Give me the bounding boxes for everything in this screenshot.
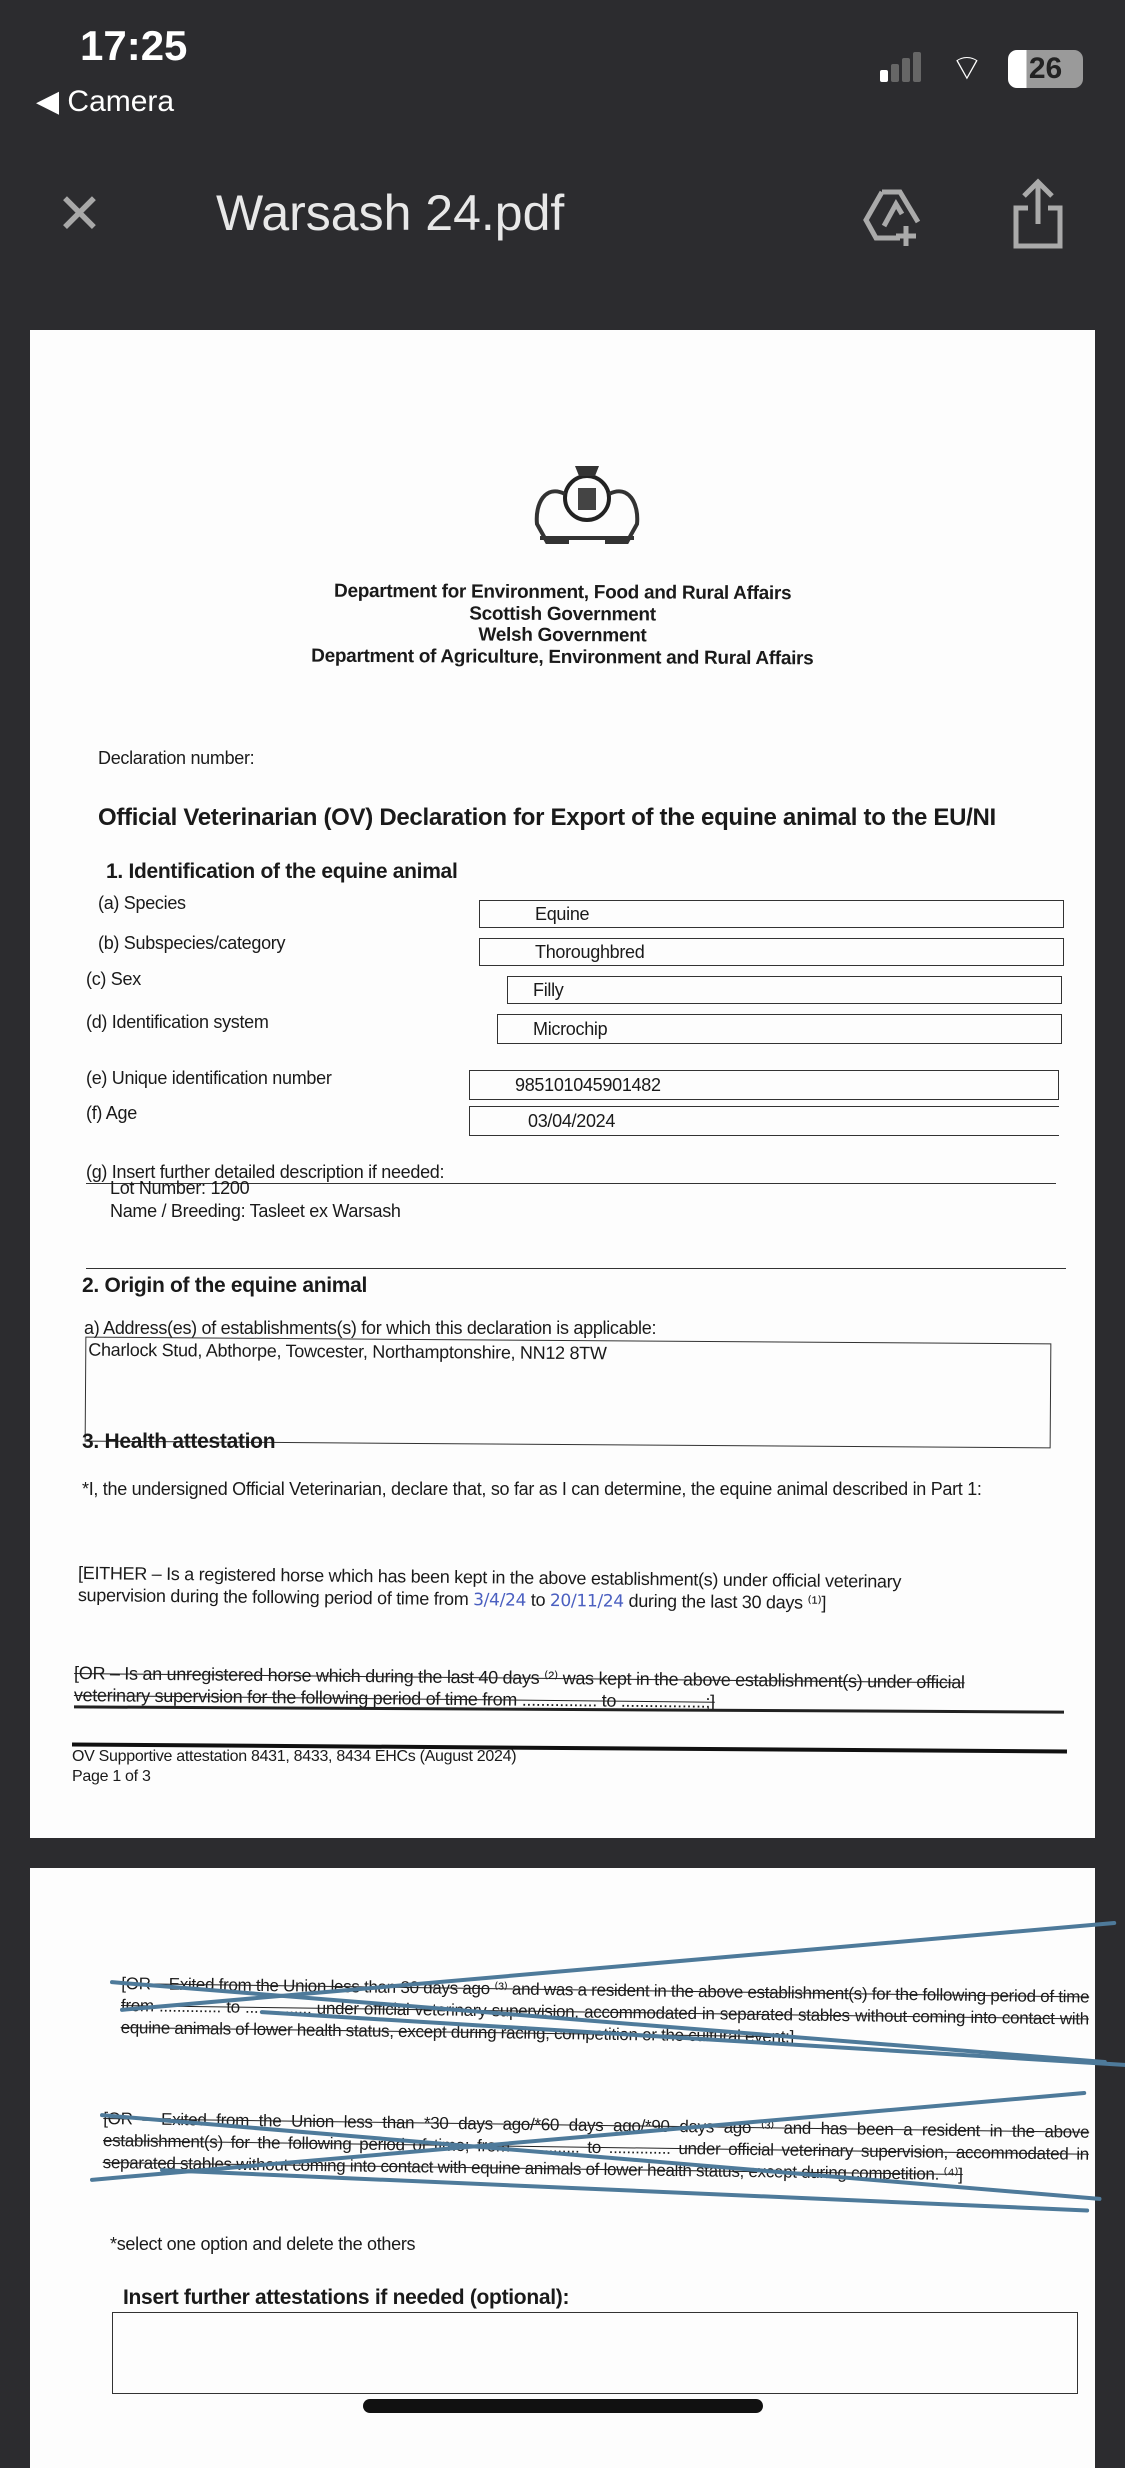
footer-attestation: OV Supportive attestation 8431, 8433, 8434 EHCs (August 2024) [72, 1748, 517, 1765]
field-label: (e) Unique identification number [86, 1068, 332, 1088]
royal-crest-logo [520, 454, 654, 548]
field-label: (d) Identification system [86, 1012, 269, 1032]
close-icon[interactable]: ✕ [56, 182, 103, 245]
sex-field: Filly [507, 976, 1062, 1004]
address-box: Charlock Stud, Abthorpe, Towcester, Northamptonshire, NN12 8TW [85, 1337, 1052, 1449]
section-3-heading: 3. Health attestation [82, 1430, 276, 1453]
department-name: Scottish Government [469, 603, 656, 625]
section-2-label: a) Address(es) of establishments(s) for which this declaration is applicable: [84, 1318, 657, 1338]
form-title: Official Veterinarian (OV) Declaration for Export of the equine animal to the EU/NI [98, 804, 996, 831]
unique-id-field: 985101045901482 [469, 1070, 1059, 1100]
or-option-exited-30-days: [OR – Exited from the Union less than 30 days ago ⁽³⁾ and was a resident in the above establishment(s) for the following period of time from .............. to .............., under official veterinary supervision, accommodated in separated stables without coming into contact with equine animals of lower health status, except during racing, competition or the cultural event;] [120, 1974, 1090, 2047]
back-to-camera[interactable]: ◀ Camera [36, 85, 175, 118]
page-number: Page 1 of 3 [72, 1768, 151, 1785]
select-note: *select one option and delete the others [110, 2234, 416, 2254]
or-option-exited-30-60-90-days: [OR – Exited from the Union less than *30 days ago/*60 days ago/*90 days ago ⁽³⁾ and has been a resident in the above establishment(s) for the following period of time; from .............. to .............. under official veterinary supervision, accommodated in separated stables without coming into contact with equine animals of lower health status, except during competition. ⁽⁴⁾] [102, 2109, 1090, 2185]
lot-number: Lot Number: 1200 [110, 1178, 250, 1198]
department-list [30, 579, 1095, 671]
section-1-heading: 1. Identification of the equine animal [106, 860, 458, 883]
attestation-intro: *I, the undersigned Official Veterinarian, declare that, so far as I can determine, the equine animal described in Part 1: [82, 1479, 982, 1499]
status-time: 17:25 [80, 22, 188, 69]
home-indicator[interactable] [363, 2399, 763, 2413]
declaration-number-label: Declaration number: [98, 748, 255, 768]
further-attestations-box [112, 2312, 1078, 2394]
department-name: Welsh Government [478, 624, 647, 647]
pdf-page-2 [30, 1868, 1095, 2468]
age-field: 03/04/2024 [469, 1106, 1059, 1136]
date-from-handwritten: 3/4/24 [473, 1590, 527, 1611]
wifi-icon: ⌔ [950, 47, 984, 88]
pdf-page-1 [30, 330, 1095, 1838]
further-description-label: (g) Insert further detailed description if needed: [86, 1162, 1056, 1184]
field-label: (b) Subspecies/category [98, 933, 286, 953]
battery-indicator: 26 [1008, 50, 1083, 88]
identification-system-field: Microchip [497, 1014, 1062, 1044]
department-name: Department of Agriculture, Environment and Rural Affairs [311, 645, 814, 669]
either-option: [EITHER – Is a registered horse which has been kept in the above establishment(s) under official veterinary supervision during the following period of time from 3/4/24 to 20/11/24 during the last 30 days ⁽¹⁾] [77, 1563, 902, 1613]
field-label: (c) Sex [86, 969, 141, 989]
subspecies-field: Thoroughbred [479, 938, 1064, 966]
species-field: Equine [479, 900, 1064, 928]
divider [86, 1268, 1066, 1269]
back-app-label: Camera [67, 85, 175, 118]
name-breeding: Name / Breeding: Tasleet ex Warsash [110, 1201, 401, 1221]
or-option-struck: [OR – Is an unregistered horse which during the last 40 days ⁽²⁾ was kept in the above establishment(s) under official veterinary supervision for the following period of time from ................ to ..................;] [73, 1663, 965, 1712]
field-label: (a) Species [98, 893, 186, 913]
date-to-handwritten: 20/11/24 [549, 1590, 624, 1612]
document-title: Warsash 24.pdf [216, 185, 565, 241]
department-name: Department for Environment, Food and Rural Affairs [333, 580, 792, 605]
section-2-heading: 2. Origin of the equine animal [82, 1274, 368, 1297]
further-attestations-heading: Insert further attestations if needed (optional): [123, 2286, 570, 2309]
add-to-drive-icon[interactable] [862, 186, 924, 248]
field-label: (f) Age [86, 1103, 137, 1123]
share-icon[interactable] [1012, 178, 1064, 250]
